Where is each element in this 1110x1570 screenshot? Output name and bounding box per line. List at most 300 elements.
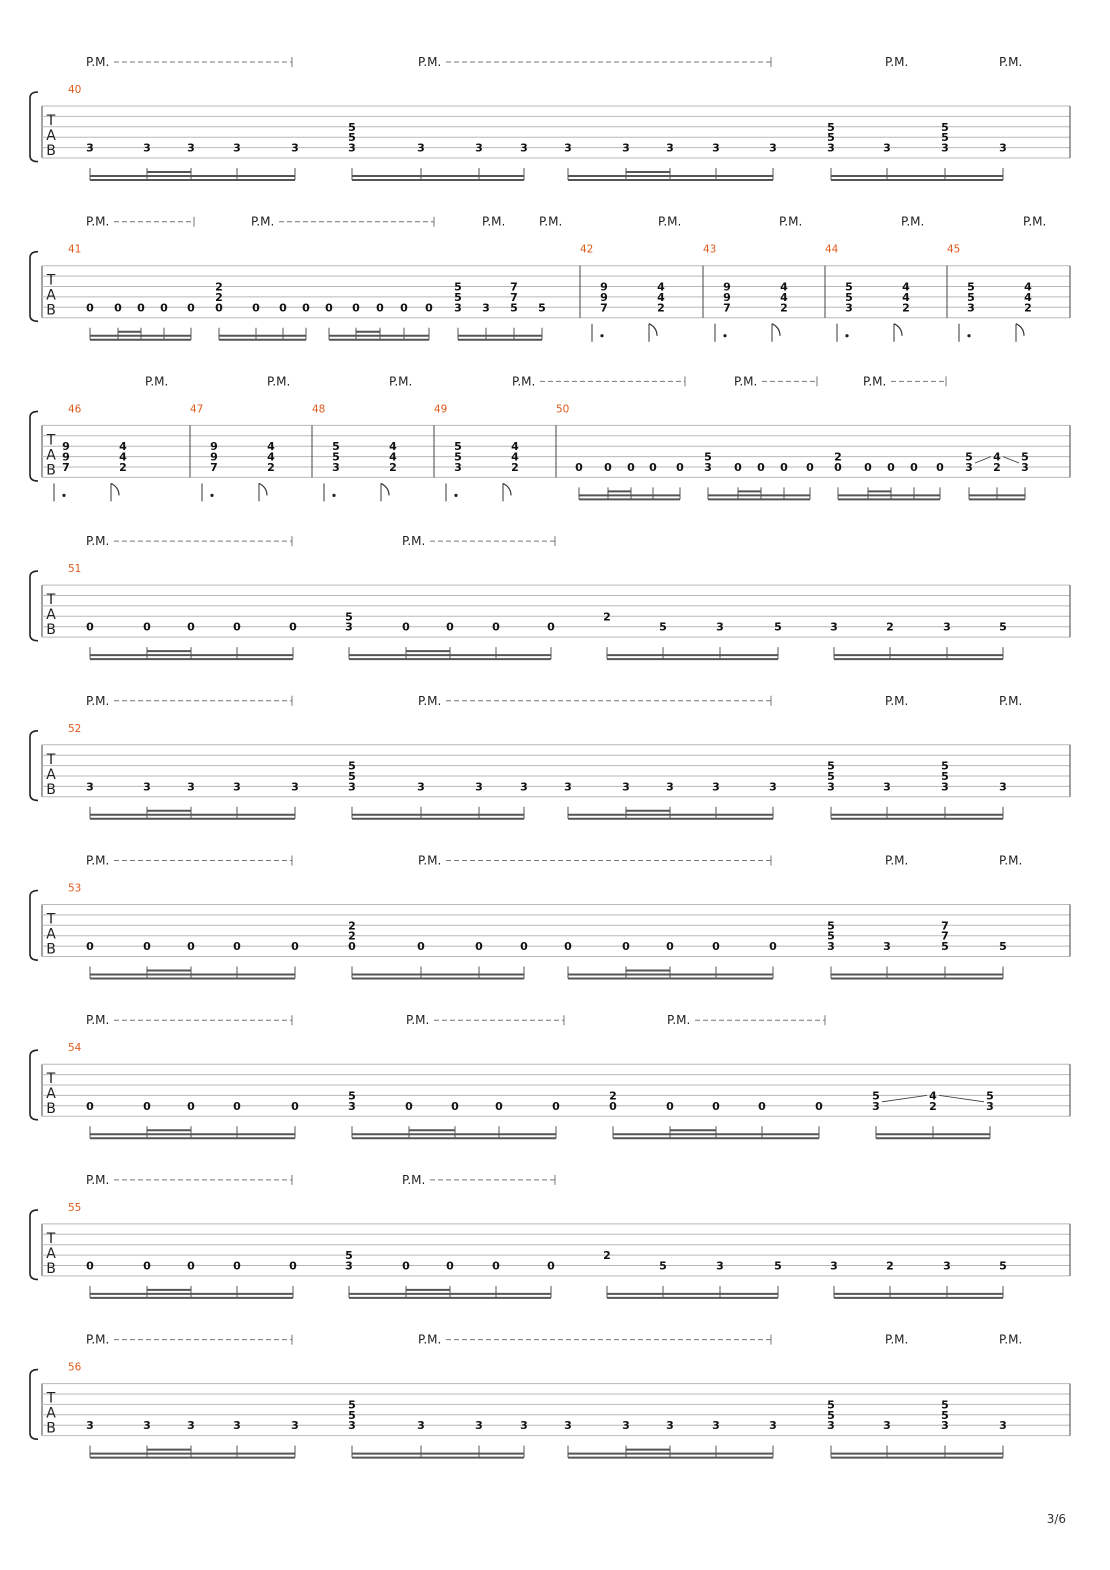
fret-number: 3 [830, 620, 838, 634]
palm-mute-label: P.M. [885, 1332, 909, 1347]
fret-number: 3 [999, 1419, 1007, 1433]
palm-mute-label: P.M. [86, 1013, 110, 1028]
tab-letter: T [46, 911, 56, 928]
fret-number: 4 [902, 290, 910, 304]
fret-number: 2 [119, 461, 127, 474]
fret-number: 4 [511, 440, 519, 454]
fret-number: 0 [325, 301, 333, 315]
fret-number: 4 [1024, 280, 1032, 294]
fret-number: 3 [564, 1419, 572, 1433]
fret-number: 4 [511, 450, 519, 464]
fret-number: 0 [289, 1259, 297, 1273]
fret-number: 2 [1024, 301, 1032, 315]
fret-number: 5 [348, 131, 356, 145]
palm-mute-label: P.M. [667, 1013, 691, 1028]
tab-letter: B [46, 143, 56, 159]
fret-number: 2 [389, 461, 397, 474]
fret-number: 7 [941, 919, 949, 933]
fret-number: 0 [233, 620, 241, 634]
fret-number: 3 [622, 1419, 630, 1433]
fret-number: 0 [143, 1259, 151, 1273]
fret-number: 0 [864, 461, 872, 474]
note-flag [772, 324, 780, 336]
tab-system [30, 694, 1070, 819]
fret-number: 0 [887, 461, 895, 474]
palm-mute-label: P.M. [389, 374, 413, 389]
fret-number: 7 [62, 461, 70, 474]
fret-number: 5 [827, 929, 835, 943]
fret-number: 5 [965, 450, 973, 464]
tab-letter: T [46, 1390, 56, 1407]
measure-number: 47 [190, 403, 204, 416]
fret-number: 3 [986, 1099, 994, 1113]
dot [967, 334, 970, 337]
measure-number: 42 [580, 243, 594, 256]
fret-number: 0 [609, 1099, 617, 1113]
fret-number: 0 [666, 1099, 674, 1113]
fret-number: 3 [564, 780, 572, 794]
fret-number: 0 [289, 620, 297, 634]
fret-number: 0 [143, 620, 151, 634]
fret-number: 9 [600, 290, 608, 304]
fret-number: 3 [941, 1419, 949, 1433]
fret-number: 3 [999, 141, 1007, 155]
fret-number: 0 [936, 461, 944, 474]
fret-number: 9 [62, 450, 70, 464]
tab-letter: A [46, 1086, 56, 1103]
system-bracket [30, 1210, 38, 1280]
fret-number: 3 [769, 141, 777, 155]
fret-number: 0 [86, 1259, 94, 1273]
fret-number: 0 [604, 461, 612, 474]
fret-number: 0 [187, 940, 195, 954]
fret-number: 9 [210, 450, 218, 464]
fret-number: 7 [210, 461, 218, 474]
fret-number: 5 [845, 280, 853, 294]
fret-number: 5 [345, 1249, 353, 1263]
tab-letter: B [46, 941, 56, 958]
measure-number: 40 [68, 84, 82, 96]
fret-number: 3 [704, 461, 712, 474]
fret-number: 2 [780, 301, 788, 315]
fret-number: 0 [451, 1099, 459, 1113]
system-bracket [30, 252, 38, 322]
fret-number: 0 [187, 620, 195, 634]
slide-line [1003, 457, 1019, 463]
fret-number: 3 [943, 620, 951, 634]
palm-mute-label: P.M. [779, 214, 803, 229]
fret-number: 3 [348, 1099, 356, 1113]
fret-number: 3 [520, 141, 528, 155]
tab-system [30, 1173, 1070, 1298]
tab-letter: T [46, 751, 56, 768]
fret-number: 5 [774, 620, 782, 634]
palm-mute-label: P.M. [863, 374, 887, 389]
fret-number: 9 [600, 280, 608, 294]
fret-number: 2 [215, 290, 223, 304]
fret-number: 4 [119, 450, 127, 464]
note-flag [894, 324, 902, 336]
fret-number: 5 [345, 610, 353, 624]
dot [845, 334, 848, 337]
fret-number: 5 [941, 1408, 949, 1422]
palm-mute-label: P.M. [999, 55, 1023, 69]
fret-number: 3 [845, 301, 853, 315]
measure-number: 51 [68, 563, 82, 576]
fret-number: 0 [492, 1259, 500, 1273]
measure-number: 50 [556, 403, 570, 416]
fret-number: 0 [769, 940, 777, 954]
measure-number: 54 [68, 1042, 82, 1055]
fret-number: 4 [657, 280, 665, 294]
fret-number: 3 [143, 780, 151, 794]
tab-system [30, 1333, 1070, 1458]
tab-letter: A [46, 287, 56, 304]
measure-number: 56 [68, 1361, 82, 1374]
fret-number: 3 [827, 141, 835, 155]
palm-mute-label: P.M. [999, 693, 1023, 708]
palm-mute-label: P.M. [1023, 214, 1047, 229]
fret-number: 2 [603, 610, 611, 624]
palm-mute-label: P.M. [251, 214, 275, 229]
fret-number: 3 [712, 141, 720, 155]
fret-number: 0 [495, 1099, 503, 1113]
fret-number: 5 [967, 280, 975, 294]
fret-number: 0 [780, 461, 788, 474]
fret-number: 0 [252, 301, 260, 315]
fret-number: 2 [215, 280, 223, 294]
fret-number: 0 [302, 301, 310, 315]
palm-mute-label: P.M. [999, 1332, 1023, 1347]
tab-system [30, 55, 1070, 180]
fret-number: 5 [941, 770, 949, 783]
fret-number: 3 [872, 1099, 880, 1113]
fret-number: 3 [291, 1419, 299, 1433]
fret-number: 3 [883, 940, 891, 954]
fret-number: 0 [622, 940, 630, 954]
tab-letter: A [46, 1245, 56, 1262]
palm-mute-label: P.M. [406, 1013, 430, 1028]
measure-number: 52 [68, 722, 82, 735]
fret-number: 2 [609, 1089, 617, 1103]
fret-number: 9 [723, 290, 731, 304]
page-number: 3/6 [1046, 1512, 1066, 1526]
palm-mute-label: P.M. [734, 374, 758, 389]
fret-number: 4 [389, 450, 397, 464]
measure-number: 43 [703, 243, 717, 256]
fret-number: 0 [627, 461, 635, 474]
palm-mute-label: P.M. [86, 55, 110, 69]
fret-number: 3 [332, 461, 340, 474]
note-flag [503, 483, 511, 495]
fret-number: 3 [417, 780, 425, 794]
dot [210, 494, 213, 497]
palm-mute-label: P.M. [885, 693, 909, 708]
palm-mute-label: P.M. [418, 55, 442, 69]
tab-letter: B [46, 781, 56, 798]
fret-number: 3 [769, 1419, 777, 1433]
fret-number: 0 [417, 940, 425, 954]
fret-number: 3 [345, 620, 353, 634]
fret-number: 5 [348, 1089, 356, 1103]
fret-number: 5 [538, 301, 546, 315]
tab-letter: B [46, 302, 56, 319]
tab-letter: T [46, 1230, 56, 1247]
fret-number: 3 [86, 1419, 94, 1433]
tab-letter: A [46, 607, 56, 624]
fret-number: 9 [62, 440, 70, 454]
fret-number: 3 [827, 780, 835, 794]
fret-number: 3 [827, 940, 835, 954]
fret-number: 0 [291, 1099, 299, 1113]
fret-number: 0 [114, 301, 122, 315]
fret-number: 5 [827, 131, 835, 145]
tab-letter: T [46, 592, 56, 609]
system-bracket [30, 1370, 38, 1440]
fret-number: 2 [886, 620, 894, 634]
fret-number: 9 [210, 440, 218, 454]
fret-number: 7 [510, 290, 518, 304]
fret-number: 5 [348, 1398, 356, 1412]
fret-number: 5 [827, 120, 835, 134]
fret-number: 5 [827, 1398, 835, 1412]
fret-number: 0 [86, 940, 94, 954]
fret-number: 3 [520, 1419, 528, 1433]
dot [62, 494, 65, 497]
note-flag [1016, 324, 1024, 336]
fret-number: 5 [454, 290, 462, 304]
fret-number: 4 [119, 440, 127, 454]
fret-number: 0 [291, 940, 299, 954]
fret-number: 0 [402, 1259, 410, 1273]
dot [723, 334, 726, 337]
fret-number: 0 [552, 1099, 560, 1113]
fret-number: 3 [943, 1259, 951, 1273]
fret-number: 3 [233, 141, 241, 155]
fret-number: 3 [883, 1419, 891, 1433]
fret-number: 4 [993, 450, 1001, 464]
fret-number: 3 [187, 141, 195, 155]
palm-mute-label: P.M. [86, 1172, 110, 1187]
palm-mute-label: P.M. [512, 374, 536, 389]
fret-number: 5 [827, 919, 835, 933]
fret-number: 5 [348, 759, 356, 773]
tab-letter: A [46, 926, 56, 943]
fret-number: 0 [233, 940, 241, 954]
dot [332, 494, 335, 497]
fret-number: 3 [475, 780, 483, 794]
fret-number: 5 [348, 770, 356, 783]
fret-number: 5 [1021, 450, 1029, 464]
fret-number: 0 [400, 301, 408, 315]
tab-letter: B [46, 622, 56, 639]
tab-letter: A [46, 766, 56, 783]
fret-number: 0 [233, 1259, 241, 1273]
fret-number: 4 [389, 440, 397, 454]
palm-mute-label: P.M. [418, 693, 442, 708]
fret-number: 4 [929, 1089, 937, 1103]
system-bracket [30, 891, 38, 961]
palm-mute-label: P.M. [86, 534, 110, 549]
fret-number: 0 [757, 461, 765, 474]
fret-number: 3 [187, 1419, 195, 1433]
fret-number: 0 [187, 301, 195, 315]
fret-number: 3 [666, 780, 674, 794]
fret-number: 3 [967, 301, 975, 315]
fret-number: 3 [999, 780, 1007, 794]
measure-number: 53 [68, 882, 82, 895]
fret-number: 0 [402, 620, 410, 634]
palm-mute-label: P.M. [86, 214, 110, 229]
fret-number: 2 [929, 1099, 937, 1113]
fret-number: 4 [657, 290, 665, 304]
fret-number: 0 [376, 301, 384, 315]
fret-number: 0 [279, 301, 287, 315]
fret-number: 0 [86, 301, 94, 315]
fret-number: 5 [845, 290, 853, 304]
measure-number: 55 [68, 1201, 82, 1214]
fret-number: 3 [233, 1419, 241, 1433]
fret-number: 0 [187, 1099, 195, 1113]
fret-number: 0 [712, 1099, 720, 1113]
fret-number: 4 [902, 280, 910, 294]
fret-number: 5 [986, 1089, 994, 1103]
fret-number: 3 [830, 1259, 838, 1273]
fret-number: 3 [233, 780, 241, 794]
fret-number: 2 [902, 301, 910, 315]
fret-number: 3 [712, 780, 720, 794]
note-flag [649, 324, 657, 336]
fret-number: 3 [86, 141, 94, 155]
fret-number: 0 [160, 301, 168, 315]
fret-number: 3 [941, 141, 949, 155]
fret-number: 3 [1021, 461, 1029, 474]
fret-number: 0 [352, 301, 360, 315]
system-bracket [30, 92, 38, 162]
note-flag [259, 483, 267, 495]
fret-number: 0 [492, 620, 500, 634]
fret-number: 0 [575, 461, 583, 474]
fret-number: 5 [967, 290, 975, 304]
fret-number: 3 [622, 141, 630, 155]
fret-number: 5 [454, 440, 462, 454]
fret-number: 5 [659, 620, 667, 634]
system-bracket [30, 731, 38, 801]
fret-number: 5 [872, 1089, 880, 1103]
fret-number: 0 [187, 1259, 195, 1273]
fret-number: 0 [520, 940, 528, 954]
fret-number: 5 [348, 120, 356, 134]
fret-number: 3 [666, 141, 674, 155]
fret-number: 0 [233, 1099, 241, 1113]
fret-number: 3 [454, 461, 462, 474]
fret-number: 3 [712, 1419, 720, 1433]
fret-number: 2 [348, 929, 356, 943]
fret-number: 3 [482, 301, 490, 315]
tab-system [30, 534, 1070, 659]
fret-number: 0 [547, 1259, 555, 1273]
measure-number: 49 [434, 403, 448, 416]
slide-line [975, 457, 991, 463]
fret-number: 3 [348, 141, 356, 155]
measure-number: 46 [68, 403, 82, 416]
fret-number: 2 [886, 1259, 894, 1273]
fret-number: 0 [712, 940, 720, 954]
fret-number: 0 [815, 1099, 823, 1113]
tab-system [30, 374, 1070, 501]
fret-number: 3 [475, 1419, 483, 1433]
tab-letter: T [46, 432, 56, 449]
fret-number: 3 [187, 780, 195, 794]
fret-number: 3 [475, 141, 483, 155]
fret-number: 0 [405, 1099, 413, 1113]
fret-number: 2 [834, 450, 842, 464]
fret-number: 4 [780, 290, 788, 304]
fret-number: 3 [769, 780, 777, 794]
fret-number: 0 [446, 620, 454, 634]
fret-number: 5 [827, 759, 835, 773]
fret-number: 9 [723, 280, 731, 294]
tab-letter: T [46, 113, 56, 129]
palm-mute-label: P.M. [539, 214, 563, 229]
fret-number: 3 [883, 141, 891, 155]
fret-number: 7 [723, 301, 731, 315]
fret-number: 3 [348, 780, 356, 794]
fret-number: 0 [666, 940, 674, 954]
fret-number: 3 [716, 1259, 724, 1273]
tab-system [30, 215, 1070, 342]
palm-mute-label: P.M. [86, 853, 110, 868]
palm-mute-label: P.M. [86, 1332, 110, 1347]
fret-number: 0 [215, 301, 223, 315]
fret-number: 0 [86, 620, 94, 634]
fret-number: 2 [267, 461, 275, 474]
fret-number: 5 [999, 1259, 1007, 1273]
palm-mute-label: P.M. [418, 1332, 442, 1347]
fret-number: 5 [941, 131, 949, 145]
palm-mute-label: P.M. [999, 853, 1023, 868]
palm-mute-label: P.M. [418, 853, 442, 868]
palm-mute-label: P.M. [145, 374, 169, 389]
measure-number: 45 [947, 243, 961, 256]
fret-number: 5 [348, 1408, 356, 1422]
fret-number: 2 [603, 1249, 611, 1263]
fret-number: 0 [143, 940, 151, 954]
tab-system [30, 854, 1070, 979]
fret-number: 3 [941, 780, 949, 794]
fret-number: 2 [993, 461, 1001, 474]
fret-number: 3 [291, 780, 299, 794]
fret-number: 3 [666, 1419, 674, 1433]
fret-number: 0 [834, 461, 842, 474]
fret-number: 3 [520, 780, 528, 794]
fret-number: 5 [941, 940, 949, 954]
fret-number: 3 [716, 620, 724, 634]
palm-mute-label: P.M. [901, 214, 925, 229]
fret-number: 7 [941, 929, 949, 943]
fret-number: 0 [446, 1259, 454, 1273]
tab-letter: T [46, 1071, 56, 1088]
tab-letter: A [46, 1405, 56, 1422]
fret-number: 5 [332, 440, 340, 454]
measure-number: 48 [312, 403, 326, 416]
fret-number: 3 [417, 1419, 425, 1433]
measure-number: 41 [68, 243, 82, 256]
fret-number: 3 [345, 1259, 353, 1273]
fret-number: 0 [475, 940, 483, 954]
tab-letter: B [46, 1101, 56, 1118]
palm-mute-label: P.M. [267, 374, 291, 389]
